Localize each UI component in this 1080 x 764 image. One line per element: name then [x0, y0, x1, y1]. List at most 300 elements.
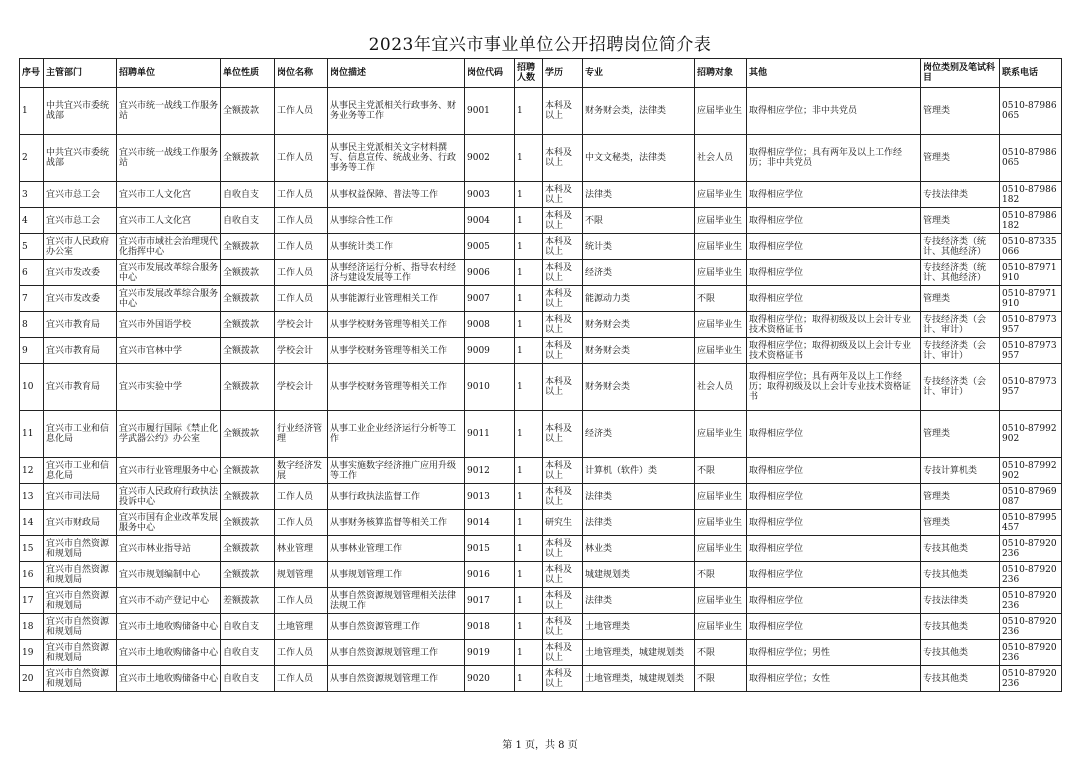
column-header: 岗位名称: [275, 59, 328, 88]
table-cell: 取得相应学位: [747, 536, 921, 562]
table-cell: 宜兴市官林中学: [117, 338, 221, 364]
table-cell: 取得相应学位: [747, 260, 921, 286]
table-cell: 工作人员: [275, 260, 328, 286]
table-cell: 取得相应学位；具有两年及以上工作经历；非中共党员: [747, 135, 921, 182]
table-cell: 专技其他类: [921, 666, 1000, 692]
column-header: 主管部门: [44, 59, 117, 88]
column-header: 联系电话: [1000, 59, 1062, 88]
table-cell: 本科及以上: [543, 364, 583, 411]
table-cell: 中共宜兴市委统战部: [44, 135, 117, 182]
table-cell: 0510-87995457: [1000, 510, 1062, 536]
table-cell: 管理类: [921, 135, 1000, 182]
table-cell: 1: [515, 458, 543, 484]
table-cell: 宜兴市总工会: [44, 182, 117, 208]
table-cell: 从事民主党派相关文字材料撰写、信息宣传、统战业务、行政事务等工作: [328, 135, 465, 182]
table-cell: 宜兴市发改委: [44, 286, 117, 312]
table-cell: 宜兴市人民政府行政执法投诉中心: [117, 484, 221, 510]
table-cell: 研究生: [543, 510, 583, 536]
table-cell: 不限: [695, 458, 747, 484]
table-cell: 9009: [465, 338, 515, 364]
table-row: [20, 312, 1062, 338]
table-cell: 12: [20, 458, 44, 484]
table-cell: 自收自支: [221, 640, 275, 666]
table-cell: 0510-87986182: [1000, 182, 1062, 208]
column-header: 招聘人数: [515, 59, 543, 88]
table-cell: 管理类: [921, 208, 1000, 234]
table-cell: 本科及以上: [543, 666, 583, 692]
table-cell: 全额拨款: [221, 312, 275, 338]
table-cell: 0510-87973957: [1000, 364, 1062, 411]
table-cell: 全额拨款: [221, 411, 275, 458]
table-cell: 9017: [465, 588, 515, 614]
table-cell: 工作人员: [275, 234, 328, 260]
table-cell: 土地管理类，城建规划类: [583, 640, 695, 666]
table-cell: 工作人员: [275, 640, 328, 666]
table-cell: 财务财会类: [583, 338, 695, 364]
table-cell: 规划管理: [275, 562, 328, 588]
table-cell: 0510-87992902: [1000, 458, 1062, 484]
table-cell: 财务财会类: [583, 364, 695, 411]
table-cell: 应届毕业生: [695, 536, 747, 562]
table-cell: 5: [20, 234, 44, 260]
table-cell: 自收自支: [221, 614, 275, 640]
table-row: [20, 536, 1062, 562]
table-cell: 1: [515, 411, 543, 458]
table-cell: 0510-87971910: [1000, 286, 1062, 312]
table-cell: 不限: [695, 286, 747, 312]
page-title: 2023年宜兴市事业单位公开招聘岗位简介表: [368, 35, 712, 55]
table-cell: 宜兴市土地收购储备中心: [117, 666, 221, 692]
table-cell: 全额拨款: [221, 135, 275, 182]
table-cell: 专技其他类: [921, 640, 1000, 666]
table-cell: 1: [515, 338, 543, 364]
table-cell: 宜兴市工人文化宫: [117, 208, 221, 234]
table-row: [20, 338, 1062, 364]
table-cell: 1: [515, 312, 543, 338]
table-cell: 0510-87971910: [1000, 260, 1062, 286]
table-cell: 林业管理: [275, 536, 328, 562]
table-row: [20, 562, 1062, 588]
table-cell: 土地管理类，城建规划类: [583, 666, 695, 692]
table-cell: 0510-87920236: [1000, 666, 1062, 692]
table-cell: 本科及以上: [543, 640, 583, 666]
table-cell: 中文文秘类，法律类: [583, 135, 695, 182]
column-header: 招聘单位: [117, 59, 221, 88]
table-cell: 法律类: [583, 484, 695, 510]
table-cell: 1: [515, 536, 543, 562]
table-cell: 林业类: [583, 536, 695, 562]
table-cell: 宜兴市自然资源和规划局: [44, 666, 117, 692]
table-cell: 9020: [465, 666, 515, 692]
table-cell: 取得相应学位；非中共党员: [747, 88, 921, 135]
table-cell: 全额拨款: [221, 260, 275, 286]
table-cell: 从事综合性工作: [328, 208, 465, 234]
table-cell: 宜兴市发展改革综合服务中心: [117, 260, 221, 286]
table-cell: 1: [515, 208, 543, 234]
table-row: [20, 364, 1062, 411]
table-cell: 取得相应学位: [747, 208, 921, 234]
table-cell: 宜兴市总工会: [44, 208, 117, 234]
table-cell: 工作人员: [275, 182, 328, 208]
table-cell: 应届毕业生: [695, 614, 747, 640]
table-cell: 专技经济类（会计、审计）: [921, 312, 1000, 338]
table-cell: 宜兴市工业和信息化局: [44, 458, 117, 484]
table-cell: 从事统计类工作: [328, 234, 465, 260]
table-cell: 9: [20, 338, 44, 364]
table-cell: 0510-87986182: [1000, 208, 1062, 234]
table-cell: 0510-87969087: [1000, 484, 1062, 510]
table-cell: 宜兴市教育局: [44, 338, 117, 364]
table-cell: 本科及以上: [543, 338, 583, 364]
table-cell: 取得相应学位；女性: [747, 666, 921, 692]
table-cell: 宜兴市自然资源和规划局: [44, 640, 117, 666]
table-cell: 宜兴市规划编制中心: [117, 562, 221, 588]
table-cell: 9004: [465, 208, 515, 234]
table-cell: 应届毕业生: [695, 88, 747, 135]
table-cell: 差额拨款: [221, 588, 275, 614]
table-cell: 0510-87920236: [1000, 614, 1062, 640]
table-cell: 宜兴市自然资源和规划局: [44, 588, 117, 614]
table-cell: 应届毕业生: [695, 312, 747, 338]
table-cell: 1: [515, 88, 543, 135]
table-cell: 9003: [465, 182, 515, 208]
table-cell: 法律类: [583, 510, 695, 536]
table-cell: 从事自然资源规划管理相关法律法规工作: [328, 588, 465, 614]
table-cell: 0510-87920236: [1000, 640, 1062, 666]
table-cell: 0510-87992902: [1000, 411, 1062, 458]
table-cell: 数字经济发展: [275, 458, 328, 484]
table-cell: 应届毕业生: [695, 510, 747, 536]
table-cell: 专技其他类: [921, 562, 1000, 588]
table-cell: 本科及以上: [543, 88, 583, 135]
table-row: [20, 260, 1062, 286]
table-row: [20, 614, 1062, 640]
table-cell: 本科及以上: [543, 260, 583, 286]
column-header: 单位性质: [221, 59, 275, 88]
table-row: [20, 458, 1062, 484]
table-cell: 从事权益保障、普法等工作: [328, 182, 465, 208]
table-header-row: [20, 59, 1062, 88]
table-cell: 取得相应学位；具有两年及以上工作经历；取得初级及以上会计专业技术资格证书: [747, 364, 921, 411]
table-cell: 从事学校财务管理等相关工作: [328, 312, 465, 338]
table-cell: 宜兴市自然资源和规划局: [44, 562, 117, 588]
table-cell: 18: [20, 614, 44, 640]
table-cell: 4: [20, 208, 44, 234]
table-cell: 应届毕业生: [695, 182, 747, 208]
table-row: [20, 234, 1062, 260]
table-cell: 本科及以上: [543, 135, 583, 182]
table-cell: 6: [20, 260, 44, 286]
table-cell: 全额拨款: [221, 458, 275, 484]
table-cell: 8: [20, 312, 44, 338]
table-cell: 经济类: [583, 411, 695, 458]
table-cell: 宜兴市司法局: [44, 484, 117, 510]
table-cell: 0510-87973957: [1000, 312, 1062, 338]
table-cell: 应届毕业生: [695, 338, 747, 364]
table-cell: 宜兴市发改委: [44, 260, 117, 286]
table-cell: 宜兴市发展改革综合服务中心: [117, 286, 221, 312]
table-cell: 土地管理类: [583, 614, 695, 640]
table-cell: 本科及以上: [543, 484, 583, 510]
table-cell: 工作人员: [275, 484, 328, 510]
table-cell: 专技法律类: [921, 182, 1000, 208]
table-cell: 取得相应学位: [747, 286, 921, 312]
column-header: 学历: [543, 59, 583, 88]
table-cell: 管理类: [921, 411, 1000, 458]
table-cell: 社会人员: [695, 135, 747, 182]
table-cell: 1: [515, 640, 543, 666]
table-cell: 9012: [465, 458, 515, 484]
table-cell: 宜兴市市域社会治理现代化指挥中心: [117, 234, 221, 260]
table-row: [20, 484, 1062, 510]
table-cell: 宜兴市国有企业改革发展服务中心: [117, 510, 221, 536]
table-cell: 从事林业管理工作: [328, 536, 465, 562]
table-cell: 中共宜兴市委统战部: [44, 88, 117, 135]
table-cell: 0510-87335066: [1000, 234, 1062, 260]
table-cell: 本科及以上: [543, 234, 583, 260]
table-cell: 从事学校财务管理等相关工作: [328, 364, 465, 411]
table-cell: 专技经济类（会计、审计）: [921, 338, 1000, 364]
table-row: [20, 510, 1062, 536]
table-row: [20, 208, 1062, 234]
table-cell: 从事实施数字经济推广应用升级等工作: [328, 458, 465, 484]
table-cell: 本科及以上: [543, 536, 583, 562]
table-cell: 工作人员: [275, 666, 328, 692]
table-cell: 20: [20, 666, 44, 692]
table-cell: 1: [515, 666, 543, 692]
table-cell: 9011: [465, 411, 515, 458]
table-cell: 从事民主党派相关行政事务、财务业务等工作: [328, 88, 465, 135]
table-row: [20, 182, 1062, 208]
table-cell: 19: [20, 640, 44, 666]
table-cell: 取得相应学位: [747, 458, 921, 484]
table-row: [20, 640, 1062, 666]
column-header: 序号: [20, 59, 44, 88]
table-cell: 法律类: [583, 588, 695, 614]
table-cell: 全额拨款: [221, 88, 275, 135]
table-cell: 取得相应学位: [747, 510, 921, 536]
table-cell: 宜兴市自然资源和规划局: [44, 536, 117, 562]
table-cell: 专技其他类: [921, 536, 1000, 562]
table-cell: 不限: [583, 208, 695, 234]
table-cell: 取得相应学位: [747, 588, 921, 614]
table-cell: 应届毕业生: [695, 484, 747, 510]
table-cell: 行业经济管理: [275, 411, 328, 458]
table-cell: 9016: [465, 562, 515, 588]
table-cell: 取得相应学位；男性: [747, 640, 921, 666]
table-cell: 从事行政执法监督工作: [328, 484, 465, 510]
table-row: [20, 135, 1062, 182]
table-cell: 专技经济类（统计、其他经济）: [921, 260, 1000, 286]
table-cell: 从事经济运行分析、指导农村经济与建设发展等工作: [328, 260, 465, 286]
table-cell: 学校会计: [275, 338, 328, 364]
table-cell: 7: [20, 286, 44, 312]
table-cell: 1: [20, 88, 44, 135]
table-cell: 工作人员: [275, 510, 328, 536]
table-cell: 宜兴市工人文化宫: [117, 182, 221, 208]
table-cell: 1: [515, 614, 543, 640]
table-cell: 9002: [465, 135, 515, 182]
table-cell: 从事自然资源规划管理工作: [328, 640, 465, 666]
table-cell: 宜兴市自然资源和规划局: [44, 614, 117, 640]
table-cell: 土地管理: [275, 614, 328, 640]
table-cell: 2: [20, 135, 44, 182]
table-cell: 1: [515, 562, 543, 588]
table-cell: 从事自然资源管理工作: [328, 614, 465, 640]
table-cell: 1: [515, 260, 543, 286]
column-header: 岗位描述: [328, 59, 465, 88]
table-cell: 9008: [465, 312, 515, 338]
table-cell: 11: [20, 411, 44, 458]
table-cell: 取得相应学位: [747, 614, 921, 640]
table-cell: 工作人员: [275, 135, 328, 182]
column-header: 岗位代码: [465, 59, 515, 88]
table-cell: 全额拨款: [221, 562, 275, 588]
table-cell: 不限: [695, 640, 747, 666]
table-cell: 不限: [695, 562, 747, 588]
table-cell: 取得相应学位；取得初级及以上会计专业技术资格证书: [747, 312, 921, 338]
table-cell: 统计类: [583, 234, 695, 260]
table-cell: 应届毕业生: [695, 411, 747, 458]
table-cell: 社会人员: [695, 364, 747, 411]
table-cell: 宜兴市教育局: [44, 312, 117, 338]
table-cell: 9014: [465, 510, 515, 536]
table-cell: 宜兴市行业管理服务中心: [117, 458, 221, 484]
positions-table: [19, 58, 1062, 692]
table-cell: 经济类: [583, 260, 695, 286]
table-cell: 全额拨款: [221, 338, 275, 364]
table-cell: 全额拨款: [221, 484, 275, 510]
table-cell: 管理类: [921, 510, 1000, 536]
table-cell: 3: [20, 182, 44, 208]
table-cell: 工作人员: [275, 588, 328, 614]
table-cell: 学校会计: [275, 312, 328, 338]
table-row: [20, 666, 1062, 692]
table-cell: 管理类: [921, 286, 1000, 312]
table-cell: 本科及以上: [543, 411, 583, 458]
table-cell: 从事学校财务管理等相关工作: [328, 338, 465, 364]
table-cell: 计算机（软件）类: [583, 458, 695, 484]
table-cell: 17: [20, 588, 44, 614]
table-cell: 9007: [465, 286, 515, 312]
table-cell: 自收自支: [221, 182, 275, 208]
table-cell: 取得相应学位: [747, 411, 921, 458]
table-cell: 0510-87920236: [1000, 588, 1062, 614]
table-cell: 本科及以上: [543, 458, 583, 484]
table-cell: 从事规划管理工作: [328, 562, 465, 588]
table-cell: 宜兴市土地收购储备中心: [117, 614, 221, 640]
table-cell: 应届毕业生: [695, 234, 747, 260]
table-cell: 9001: [465, 88, 515, 135]
table-cell: 学校会计: [275, 364, 328, 411]
column-header: 其他: [747, 59, 921, 88]
table-cell: 9018: [465, 614, 515, 640]
table-cell: 9015: [465, 536, 515, 562]
table-cell: 自收自支: [221, 666, 275, 692]
table-cell: 工作人员: [275, 208, 328, 234]
table-cell: 宜兴市不动产登记中心: [117, 588, 221, 614]
table-row: [20, 411, 1062, 458]
table-cell: 能源动力类: [583, 286, 695, 312]
table-cell: 城建规划类: [583, 562, 695, 588]
table-cell: 13: [20, 484, 44, 510]
table-cell: 9010: [465, 364, 515, 411]
table-cell: 应届毕业生: [695, 588, 747, 614]
table-cell: 法律类: [583, 182, 695, 208]
table-cell: 宜兴市土地收购储备中心: [117, 640, 221, 666]
page-footer: 第 1 页，共 8 页: [502, 740, 578, 751]
table-cell: 0510-87986065: [1000, 135, 1062, 182]
table-cell: 9013: [465, 484, 515, 510]
table-cell: 9006: [465, 260, 515, 286]
table-cell: 本科及以上: [543, 286, 583, 312]
table-cell: 1: [515, 484, 543, 510]
table-cell: 取得相应学位: [747, 234, 921, 260]
table-cell: 宜兴市履行国际《禁止化学武器公约》办公室: [117, 411, 221, 458]
table-cell: 财务财会类，法律类: [583, 88, 695, 135]
table-row: [20, 286, 1062, 312]
table-cell: 从事财务核算监督等相关工作: [328, 510, 465, 536]
table-cell: 14: [20, 510, 44, 536]
table-cell: 专技其他类: [921, 614, 1000, 640]
table-cell: 全额拨款: [221, 510, 275, 536]
table-cell: 0510-87973957: [1000, 338, 1062, 364]
table-cell: 宜兴市林业指导站: [117, 536, 221, 562]
table-cell: 专技计算机类: [921, 458, 1000, 484]
table-cell: 不限: [695, 666, 747, 692]
table-cell: 专技经济类（会计、审计）: [921, 364, 1000, 411]
table-cell: 宜兴市实验中学: [117, 364, 221, 411]
table-cell: 1: [515, 234, 543, 260]
table-cell: 16: [20, 562, 44, 588]
column-header: 岗位类别及笔试科目: [921, 59, 1000, 88]
table-cell: 1: [515, 588, 543, 614]
table-cell: 宜兴市教育局: [44, 364, 117, 411]
table-cell: 全额拨款: [221, 536, 275, 562]
table-cell: 本科及以上: [543, 614, 583, 640]
table-cell: 宜兴市外国语学校: [117, 312, 221, 338]
table-cell: 取得相应学位: [747, 182, 921, 208]
table-cell: 取得相应学位: [747, 562, 921, 588]
table-cell: 本科及以上: [543, 312, 583, 338]
table-body: [20, 88, 1062, 692]
table-cell: 全额拨款: [221, 286, 275, 312]
table-cell: 宜兴市统一战线工作服务站: [117, 88, 221, 135]
table-cell: 自收自支: [221, 208, 275, 234]
table-cell: 专技经济类（统计、其他经济）: [921, 234, 1000, 260]
table-cell: 0510-87920236: [1000, 536, 1062, 562]
table-cell: 1: [515, 364, 543, 411]
table-cell: 全额拨款: [221, 364, 275, 411]
table-cell: 取得相应学位: [747, 484, 921, 510]
table-cell: 从事自然资源规划管理工作: [328, 666, 465, 692]
column-header: 专业: [583, 59, 695, 88]
table-cell: 本科及以上: [543, 562, 583, 588]
table-cell: 9019: [465, 640, 515, 666]
table-cell: 15: [20, 536, 44, 562]
table-row: [20, 588, 1062, 614]
table-cell: 从事工业企业经济运行分析等工作: [328, 411, 465, 458]
table-cell: 全额拨款: [221, 234, 275, 260]
column-header: 招聘对象: [695, 59, 747, 88]
table-cell: 工作人员: [275, 88, 328, 135]
table-cell: 宜兴市财政局: [44, 510, 117, 536]
table-cell: 取得相应学位；取得初级及以上会计专业技术资格证书: [747, 338, 921, 364]
table-cell: 10: [20, 364, 44, 411]
table-cell: 管理类: [921, 484, 1000, 510]
table-cell: 9005: [465, 234, 515, 260]
table-cell: 专技法律类: [921, 588, 1000, 614]
